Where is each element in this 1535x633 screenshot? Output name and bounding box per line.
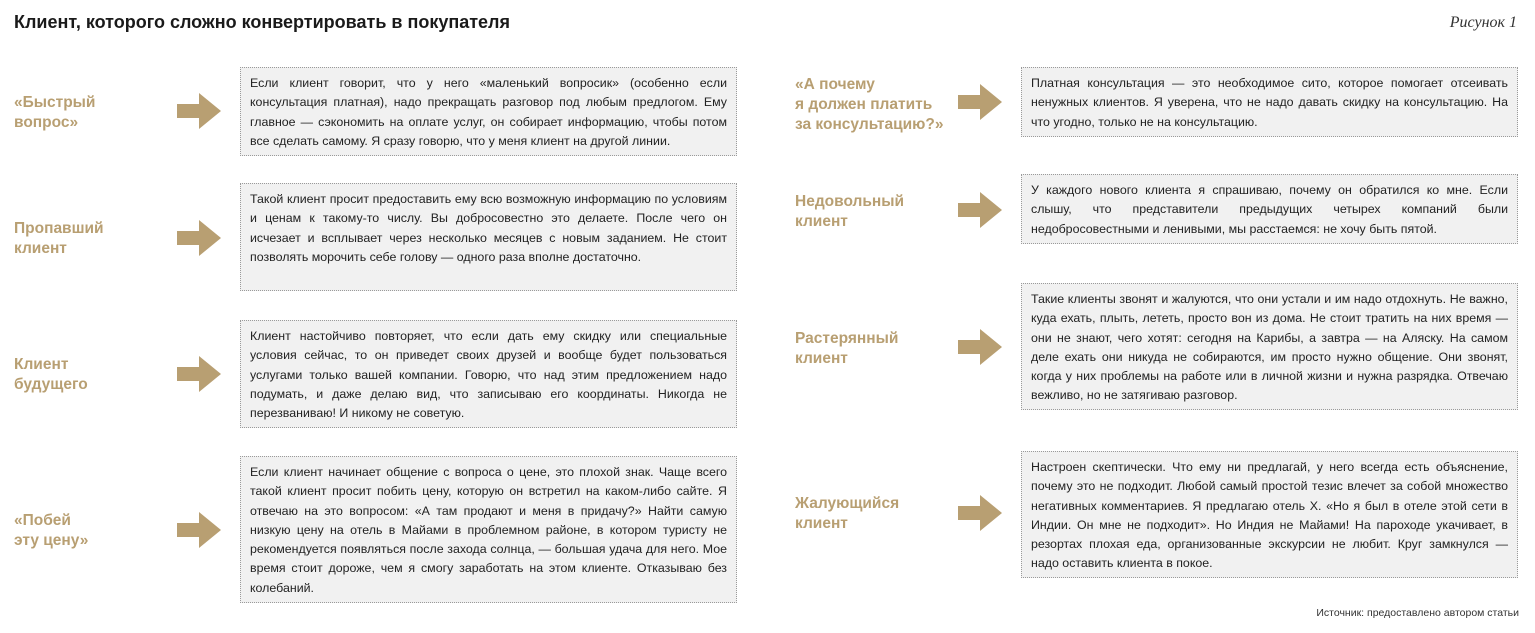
source-note: Источник: предоставлено автором статьи xyxy=(1316,607,1519,619)
row-text-complaining-client: Настроен скептически. Что ему ни предлагай, у него всегда есть объяснение, почему это не подходит. Любой самый простой тезис влечет за собой множество негативных комментариев. Я предлагаю отель X. «Но я был в отеле этой сети в Индии. Он мне не подходит». Но Индия не Майами! На пароходе укачивает, в резортах плохая еда, организованные экскурсии не любит. Круг замкнулся — надо оставить клиента в покое. xyxy=(1021,451,1518,578)
row-label-confused-client: Растерянный клиент xyxy=(795,330,899,367)
arrow-right-icon xyxy=(177,220,221,256)
figure-label: Рисунок 1 xyxy=(1449,14,1517,31)
row-label-quick-question: «Быстрый вопрос» xyxy=(14,94,96,131)
page-title: Клиент, которого сложно конвертировать в покупателя xyxy=(14,12,510,32)
arrow-right-icon xyxy=(958,495,1002,531)
row-label-missing-client: Пропавший клиент xyxy=(14,220,104,257)
row-text-future-client: Клиент настойчиво повторяет, что если дать ему скидку или специальные условия сейчас, то он приведет своих друзей и вообще будет пользоваться услугами только вашей компании. Говорю, что над этим предложением надо подумать, и даже делаю вид, что записываю его координаты. Никогда не перезваниваю! И никому не советую. xyxy=(240,320,737,428)
arrow-right-icon xyxy=(177,356,221,392)
arrow-right-icon xyxy=(958,329,1002,365)
row-text-beat-price: Если клиент начинает общение с вопроса о цене, это плохой знак. Чаще всего такой клиент просит побить цену, которую он встретил на каком-либо сайте. Я отвечаю на это вопросом: «А там продают и меня в придачу?» Найти самую низкую цену на отель в Майами в проблемном районе, в котором туристу не рекомендуется появляться после захода солнца, — большая удача для него. Мое время стоит дороже, чем я смогу заработать на этом клиенте. Отказываю без колебаний. xyxy=(240,456,737,603)
row-label-why-pay: «А почему я должен платить за консультацию?» xyxy=(795,76,944,133)
row-label-future-client: Клиент будущего xyxy=(14,356,88,393)
arrow-right-icon xyxy=(177,512,221,548)
arrow-right-icon xyxy=(958,192,1002,228)
row-label-unhappy-client: Недовольный клиент xyxy=(795,193,905,230)
row-label-complaining-client: Жалующийся клиент xyxy=(795,495,900,532)
row-label-beat-price: «Побей эту цену» xyxy=(14,512,89,549)
row-text-quick-question: Если клиент говорит, что у него «маленький вопросик» (особенно если консультация платная), надо прекращать разговор под любым предлогом. Ему главное — сэкономить на оплате услуг, он собирает информацию, чтобы потом все сделать самому. Я сразу говорю, что у меня клиент на другой линии. xyxy=(240,67,737,156)
row-text-confused-client: Такие клиенты звонят и жалуются, что они устали и им надо отдохнуть. Не важно, куда ехать, плыть, лететь, просто вон из дома. Не стоит тратить на них время — они не знают, чего хотят: сегодня на Карибы, а завтра — на Аляску. На самом деле ехать они никуда не собираются, им просто нужно общение. Они звонят, когда у них проблемы на работе или в личной жизни и нужна разрядка. Отвечаю вежливо, но не затягиваю разговор. xyxy=(1021,283,1518,410)
row-text-unhappy-client: У каждого нового клиента я спрашиваю, почему он обратился ко мне. Если слышу, что представители предыдущих четырех компаний были недобросовестными и ленивыми, мы расстаемся: не хочу быть пятой. xyxy=(1021,174,1518,244)
row-text-missing-client: Такой клиент просит предоставить ему всю возможную информацию по условиям и ценам к такому-то числу. Вы добросовестно это делаете. После чего он исчезает и всплывает через несколько месяцев с новым заданием. Не стоит позволять морочить себе голову — одного раза вполне достаточно. xyxy=(240,183,737,291)
row-text-why-pay: Платная консультация — это необходимое сито, которое помогает отсеивать ненужных клиентов. Я уверена, что не надо давать скидку на консультацию. На что угодно, только не на консультацию. xyxy=(1021,67,1518,137)
arrow-right-icon xyxy=(177,93,221,129)
arrow-right-icon xyxy=(958,84,1002,120)
